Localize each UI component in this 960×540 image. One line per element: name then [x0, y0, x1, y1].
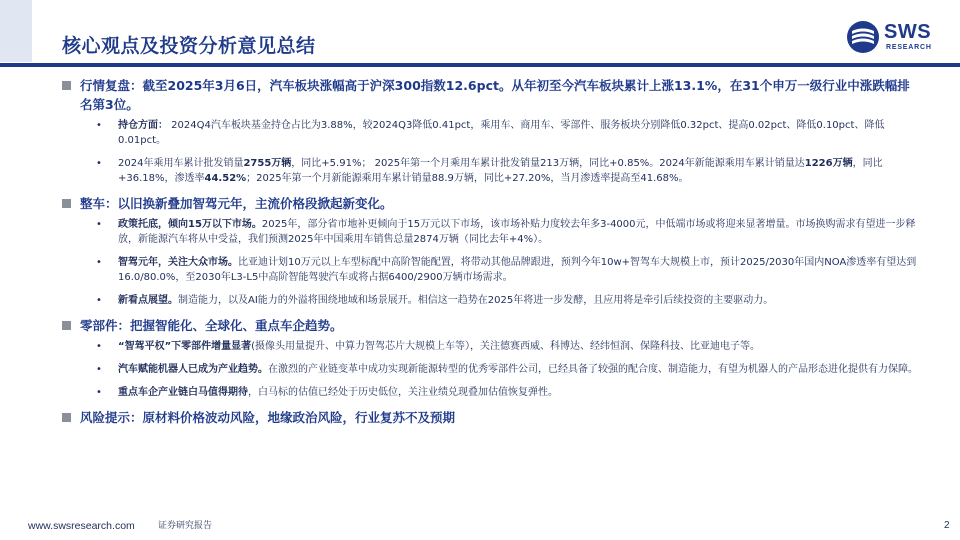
- bullet-icon: •: [96, 295, 102, 306]
- item-lead: 重点车企产业链白马值得期待: [118, 387, 248, 398]
- list-item: [62, 362, 922, 377]
- item-text: 制造能力，以及AI能力的外溢将围绕地域和场景展开。相信这一趋势在2025年将进一步发酵，且应用将是牵引后续投资的主要驱动力。: [178, 295, 774, 306]
- section-heading-vehicles: [62, 194, 922, 213]
- title-accent-bar: [0, 0, 32, 62]
- item-lead: 政策托底，倾向15万以下市场。: [118, 219, 262, 230]
- item-lead: 持仓方面：: [118, 120, 168, 131]
- list-item: [62, 156, 922, 186]
- item-text: 2025年，部分省市地补更倾向于15万元以下市场，该市场补贴力度较去年多3-4000元，中低端市场或将迎来显著增量。市场换购需求有望进一步释放，新能源汽车将从中受益，我们预测2025年中国乘用车销售总量2874万辆（同比去年+4%）。: [118, 219, 916, 245]
- item-lead: 智驾元年，关注大众市场。: [118, 257, 238, 268]
- item-text: ；2025年第一个月新能源乘用车累计销量88.9万辆，同比+27.20%，当月渗透率提高至41.68%。: [246, 173, 689, 184]
- bullet-icon: •: [96, 364, 102, 375]
- section-heading-text: 行情复盘：截至2025年3月6日，汽车板块涨幅高于沪深300指数12.6pct。从年初至今汽车板块累计上涨13.1%，在31个申万一级行业中涨跌幅排名第3位。: [80, 78, 910, 112]
- footer-report-tag: 证券研究报告: [158, 521, 213, 531]
- list-item: [62, 255, 922, 285]
- slide-content: [62, 76, 922, 431]
- item-text: 2024年乘用车累计批发销量: [118, 158, 244, 169]
- item-text: 2024Q4汽车板块基金持仓占比为3.88%，较2024Q3降低0.41pct，乘用车、商用车、零部件、服务板块分别降低0.32pct、提高0.02pct、降低0.10pct、降低0.01pct。: [118, 120, 885, 146]
- bullet-icon: •: [96, 219, 102, 230]
- page-number: 2: [944, 520, 950, 531]
- section-heading-text: 风险提示：原材料价格波动风险，地缘政治风险，行业复苏不及预期: [80, 410, 456, 425]
- title-bar: [0, 0, 960, 68]
- section-heading-risks: [62, 408, 922, 427]
- page-title: 核心观点及投资分析意见总结: [62, 35, 316, 57]
- item-highlight: 2755万辆: [243, 158, 292, 169]
- section-heading-text: 零部件：把握智能化、全球化、重点车企趋势。: [80, 318, 343, 333]
- item-highlight: 1226万辆: [804, 158, 853, 169]
- square-bullet-icon: [62, 413, 71, 422]
- bullet-icon: •: [96, 341, 102, 352]
- item-text: 在激烈的产业链变革中成功实现新能源转型的优秀零部件公司，已经具备了较强的配合度、制造能力，有望为机器人的产品形态进化提供有力保障。: [268, 364, 918, 375]
- sws-logo-icon: [846, 20, 880, 54]
- logo-subtext: RESEARCH: [886, 44, 932, 51]
- item-text: ，同比+36.18%，渗透率: [118, 158, 883, 184]
- list-item: [62, 385, 922, 400]
- title-underline: [0, 63, 960, 67]
- section-heading-text: 整车：以旧换新叠加智驾元年，主流价格段掀起新变化。: [80, 196, 393, 211]
- sws-logo: [846, 18, 946, 58]
- list-item: [62, 118, 922, 148]
- list-item: [62, 339, 922, 354]
- item-lead: “智驾平权”下零部件增量显著: [118, 341, 252, 352]
- section-heading-market-review: [62, 76, 922, 114]
- item-highlight: 44.52%: [204, 173, 247, 184]
- bullet-icon: •: [96, 158, 102, 169]
- item-lead: 汽车赋能机器人已成为产业趋势。: [118, 364, 268, 375]
- item-text: (摄像头用量提升、中算力智驾芯片大规模上车等），关注德赛西威、科博达、经纬恒润、保隆科技、比亚迪电子等。: [251, 341, 761, 352]
- item-lead: 新看点展望。: [118, 295, 178, 306]
- bullet-icon: •: [96, 120, 102, 131]
- list-item: [62, 293, 922, 308]
- list-item: [62, 217, 922, 247]
- square-bullet-icon: [62, 199, 71, 208]
- square-bullet-icon: [62, 321, 71, 330]
- square-bullet-icon: [62, 81, 71, 90]
- bullet-icon: •: [96, 257, 102, 268]
- bullet-icon: •: [96, 387, 102, 398]
- item-text: ，白马标的估值已经处于历史低位，关注业绩兑现叠加估值恢复弹性。: [248, 387, 558, 398]
- footer-website-link[interactable]: www.swsresearch.com: [28, 520, 135, 532]
- item-text: ，同比+5.91%； 2025年第一个月乘用车累计批发销量213万辆，同比+0.85%。2024年新能源乘用车累计销量达: [291, 158, 805, 169]
- item-text: 比亚迪计划10万元以上车型标配中高阶智能配置，将带动其他品牌跟进，预判今年10w+智驾车大规模上市，预计2025/2030年国内NOA渗透率有望达到16.0/80.0%，至2030年L3-L5中高阶智能驾驶汽车或将占据6400/2900万辆市场需求。: [118, 257, 917, 283]
- logo-wordmark: SWS: [884, 21, 932, 43]
- section-heading-components: [62, 316, 922, 335]
